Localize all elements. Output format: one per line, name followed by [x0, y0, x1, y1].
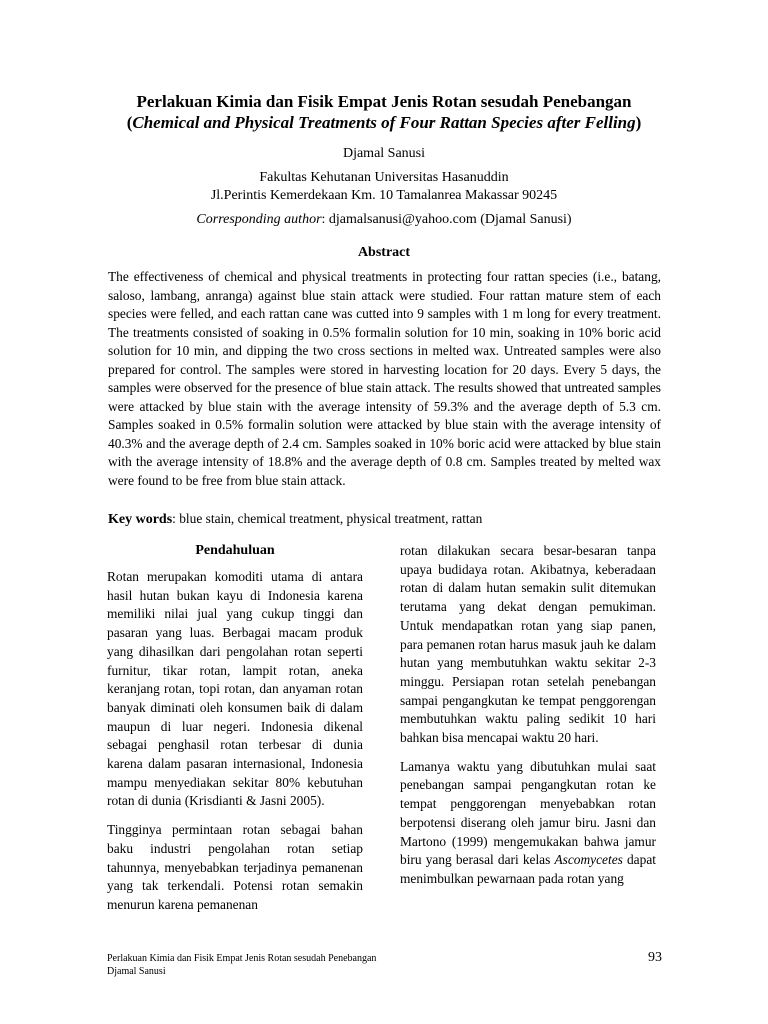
- author-name: Djamal Sanusi: [342, 146, 426, 161]
- page-number: 93: [648, 950, 662, 965]
- paper-title-english: [60, 113, 708, 133]
- affiliation-line-2: Jl.Perintis Kemerdekaan Km. 10 Tamalanrea Makassar 90245: [210, 188, 558, 203]
- right-column: [400, 542, 656, 899]
- paragraph: Rotan merupakan komoditi utama di antara hasil hutan bukan kayu di Indonesia karena memiliki nilai jual yang cukup tinggi dan pasaran yang luas. Berbagai macam produk yang dihasilkan dari pengolahan rotan seperti furnitur, tikar rotan, lampit rotan, aneka keranjang rotan, topi rotan, dan anyaman rotan banyak diminati oleh konsumen baik di dalam maupun di luar negeri. Indonesia dikenal sebagai penghasil rotan terbesar di dunia karena dalam pasaran internasional, Indonesia mampu menyediakan sekitar 80% kebutuhan rotan di dunia (Krisdianti & Jasni 2005).: [107, 569, 363, 809]
- title-english-text: Chemical and Physical Treatments of Four Rattan Species after Felling: [132, 113, 636, 132]
- title-open-paren: (: [126, 113, 133, 132]
- paragraph: Tingginya permintaan rotan sebagai bahan baku industri pengolahan rotan setiap tahunnya, menyebabkan terjadinya pemanenan yang tak terkendali. Potensi rotan semakin menurun karena pemanenan: [107, 822, 363, 912]
- taxon-name: Ascomycetes: [554, 852, 623, 868]
- paragraph: [400, 758, 656, 889]
- keywords-label: Key words: [108, 512, 173, 527]
- corresponding-author-email: : djamalsanusi@yahoo.com (Djamal Sanusi): [321, 212, 572, 227]
- paragraph-text: dapat menimbulkan pewarnaan pada rotan yang: [400, 852, 656, 886]
- keywords-value: : blue stain, chemical treatment, physical treatment, rattan: [172, 511, 483, 526]
- title-close-paren: ): [635, 113, 642, 132]
- affiliation-line-1: Fakultas Kehutanan Universitas Hasanuddin: [259, 170, 509, 185]
- section-heading-introduction: Pendahuluan: [195, 543, 275, 558]
- keywords: [108, 510, 661, 529]
- corresponding-author: [60, 210, 708, 229]
- abstract-heading: Abstract: [357, 245, 411, 260]
- running-footer: [107, 952, 376, 978]
- footer-title: Perlakuan Kimia dan Fisik Empat Jenis Rotan sesudah Penebangan: [107, 953, 377, 964]
- left-column: [107, 568, 363, 925]
- abstract-text: The effectiveness of chemical and physical treatments in protecting four rattan species (i.e., batang, saloso, lambang, anranga) against blue stain attack were studied. Four rattan mature stem of each species were felled, and each rattan cane was cutted into 9 samples with 1 m long for every treatment. The treatments consisted of soaking in 0.5% formalin solution for 10 min, soaking in 10% boric acid solution for 10 min, and dipping the two cross sections in melted wax. Untreated samples were also prepared for control. The samples were stored in harvesting location for 20 days. Every 5 days, the samples were observed for the presence of blue stain attack. The results showed that untreated samples were attacked by blue stain with the average intensity of 59.3% and the average depth of 5.3 cm. Samples soaked in 0.5% formalin solution were attacked by blue stain with the average intensity of 40.3% and the average depth of 2.4 cm. Samples soaked in 10% boric acid were attacked by blue stain with the average intensity of 18.8% and the average depth of 0.8 cm. Samples treated by melted wax were found to be free from blue stain attack.: [108, 269, 661, 488]
- footer-author: Djamal Sanusi: [107, 966, 166, 977]
- paragraph: rotan dilakukan secara besar-besaran tanpa upaya budidaya rotan. Akibatnya, keberadaan rotan di dalam hutan semakin sulit ditemukan terutama yang dekat dengan pemukiman. Untuk mendapatkan rotan yang siap panen, para pemanen rotan harus masuk jauh ke dalam hutan yang membutuhkan waktu sekitar 2-3 minggu. Persiapan rotan setelah penebangan sampai pengangkutan ke tempat penggorengan membutuhkan waktu paling sedikit 10 hari bahkan bisa mencapai waktu 20 hari.: [400, 543, 656, 746]
- corresponding-author-label: Corresponding author: [196, 212, 322, 227]
- paragraph-text: Lamanya waktu yang dibutuhkan mulai saat penebangan sampai pengangkutan rotan ke tempat penggorengan menyebabkan rotan berpotensi diserang oleh jamur biru. Jasni dan Martono (1999) mengemukakan bahwa jamur biru yang berasal dari kelas: [400, 758, 656, 868]
- paper-title-indonesian: Perlakuan Kimia dan Fisik Empat Jenis Rotan sesudah Penebangan: [136, 92, 632, 111]
